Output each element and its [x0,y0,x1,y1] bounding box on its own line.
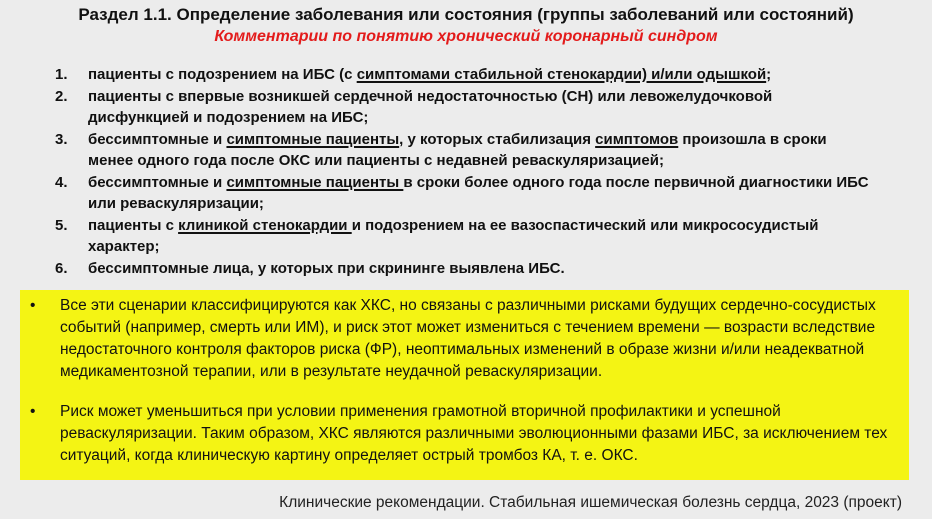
list-item-text: пациенты с подозрением на ИБС (с [88,66,357,83]
commentary-bullets [20,295,900,467]
section-title: Раздел 1.1. Определение заболевания или состояния (группы заболеваний или состояний) [78,5,854,24]
underlined-text: симптомов [595,130,679,148]
list-item-text: бессимптомные и [88,130,227,148]
list-item [55,215,875,258]
list-item-text: ; [766,66,772,83]
list-item-number: 5. [55,216,68,234]
bullet-text: Все эти сценарии классифицируются как ХКС, но связаны с различными рисками будущих сердечно-сосудистых событий (например, смерть или ИМ), и риск этот может измениться с течением времени — возрасти вследствие недостаточного контроля факторов риска (ФР), неоптимальных изменений в образе жизни и/или неадекватной медикаментозной терапии, или в результате неудачной реваскуляризации. [60,297,876,380]
comments-subtitle: Комментарии по понятию хронический коронарный синдром [214,28,718,45]
bullet-item [20,401,900,467]
list-item-text: произошла в сроки менее одного года после ОКС или пациенты с недавней реваскуляризацией; [88,130,827,169]
bullet-icon: • [30,403,36,420]
list-item-text: и подозрением на ее вазоспастический или микрососудистый характер; [88,216,819,255]
list-item [55,129,875,172]
list-item-number: 6. [55,259,68,277]
list-item-text: , у которых стабилизация [399,130,596,148]
list-item [55,172,875,215]
bullet-icon: • [30,297,36,314]
list-item-text: пациенты с впервые возникшей сердечной недостаточностью (СН) или левожелудочковой дисфункцией и подозрением на ИБС; [88,87,773,126]
list-item-text: бессимптомные лица, у которых при скрининге выявлена ИБС. [88,259,565,277]
patient-categories-list [55,64,875,279]
bullet-text: Риск может уменьшиться при условии применения грамотной вторичной профилактики и успешной реваскуляризации. Таким образом, ХКС являются различными эволюционными фазами ИБС, за исключением тех ситуаций, когда клиническую картину определяет острый тромбоз КА, т. е. ОКС. [60,403,888,464]
list-item [55,258,875,280]
list-item-number: 2. [55,87,68,105]
list-item [55,86,875,129]
list-item-number: 4. [55,173,68,191]
underlined-text: клиникой стенокардии [178,216,352,234]
list-item-number: 3. [55,130,68,148]
list-item-text: пациенты с [88,216,179,234]
underlined-text: симптомами стабильной стенокардии) и/или одышкой [356,66,767,83]
list-item-number: 1. [55,66,68,83]
list-item-text: бессимптомные и [88,173,227,191]
underlined-text: симптомные пациенты [226,173,404,191]
bullet-item [20,295,900,383]
underlined-text: симптомные пациенты [226,130,400,148]
list-item [55,64,875,86]
list-item-text: в сроки более одного года после первичной диагностики ИБС или реваскуляризации; [88,173,869,212]
source-citation: Клинические рекомендации. Стабильная ишемическая болезнь сердца, 2023 (проект) [279,494,902,511]
